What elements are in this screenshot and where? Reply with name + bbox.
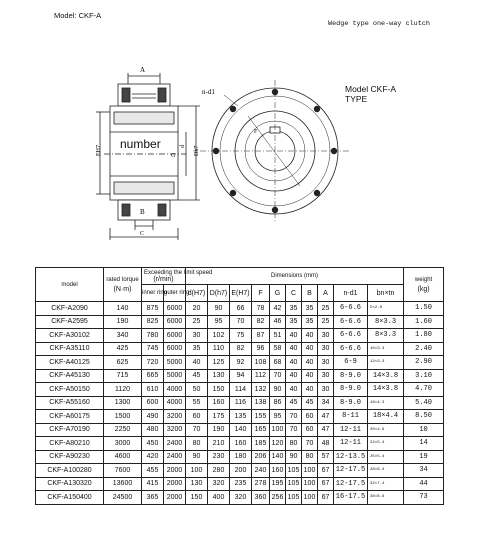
cell-inner: 780 [142, 329, 164, 343]
cell-C: 40 [286, 369, 302, 383]
cell-weight: 34 [404, 464, 444, 478]
speed-unit: (r/min) [153, 275, 174, 283]
cell-bt: 8×3.3 [368, 329, 404, 343]
cell-d: 55 [186, 396, 208, 410]
cell-D: 150 [208, 383, 230, 397]
cell-weight: 73 [404, 491, 444, 505]
dim-col-D: D(h7) [208, 285, 230, 302]
cell-D: 160 [208, 396, 230, 410]
cell-inner: 365 [142, 491, 164, 505]
cell-D: 400 [208, 491, 230, 505]
torque-label: rated torque [106, 276, 139, 283]
cell-outer: 2000 [164, 477, 186, 491]
cell-C: 105 [286, 464, 302, 478]
cell-d: 30 [186, 329, 208, 343]
cell-model: CKF-A30102 [36, 329, 104, 343]
table-row [36, 410, 444, 424]
cell-nd1: 12-17.5 [334, 464, 368, 478]
cell-d: 70 [186, 423, 208, 437]
cell-E: 75 [230, 329, 252, 343]
table-row [36, 315, 444, 329]
cell-outer: 2000 [164, 464, 186, 478]
cell-F: 360 [252, 491, 270, 505]
cell-F: 185 [252, 437, 270, 451]
cell-outer: 2000 [164, 491, 186, 505]
cell-F: 155 [252, 410, 270, 424]
cell-d: 50 [186, 383, 208, 397]
cell-E: 82 [230, 342, 252, 356]
speed-inner-ring: inner ring [142, 285, 164, 302]
cell-nd1: 12-11 [334, 423, 368, 437]
cell-weight: 2.40 [404, 342, 444, 356]
col-weight [404, 268, 444, 302]
table-row [36, 342, 444, 356]
model-label: Model: CKF-A [54, 11, 102, 20]
cell-F: 138 [252, 396, 270, 410]
cell-outer: 2400 [164, 450, 186, 464]
cell-G: 68 [270, 356, 286, 370]
cell-A: 30 [318, 383, 334, 397]
cell-outer: 3200 [164, 410, 186, 424]
cell-outer: 4000 [164, 383, 186, 397]
cell-outer: 6000 [164, 315, 186, 329]
cell-nd1: 12-13.5 [334, 450, 368, 464]
cell-G: 51 [270, 329, 286, 343]
cell-F: 78 [252, 302, 270, 316]
cell-torque: 1300 [104, 396, 142, 410]
cell-outer: 4000 [164, 396, 186, 410]
cell-torque: 190 [104, 315, 142, 329]
cell-nd1: 6-6.6 [334, 342, 368, 356]
dim-f-label: F [254, 129, 258, 135]
cell-torque: 1120 [104, 383, 142, 397]
cell-C: 80 [286, 437, 302, 451]
cell-G: 120 [270, 437, 286, 451]
cell-A: 67 [318, 464, 334, 478]
table-row [36, 383, 444, 397]
cell-outer: 3200 [164, 423, 186, 437]
dim-col-d: d(H7) [186, 285, 208, 302]
cell-F: 132 [252, 383, 270, 397]
cell-inner: 420 [142, 450, 164, 464]
cell-G: 70 [270, 369, 286, 383]
cell-A: 30 [318, 369, 334, 383]
dim-col-C: C [286, 285, 302, 302]
cell-B: 40 [302, 369, 318, 383]
cell-F: 87 [252, 329, 270, 343]
dim-g-label: G [171, 153, 176, 159]
clutch-technical-drawing [0, 36, 480, 236]
cell-inner: 450 [142, 437, 164, 451]
cell-nd1: 8-9.0 [334, 396, 368, 410]
table-row [36, 369, 444, 383]
cell-G: 46 [270, 315, 286, 329]
cell-F: 108 [252, 356, 270, 370]
cell-C: 45 [286, 396, 302, 410]
cell-G: 58 [270, 342, 286, 356]
cell-inner: 480 [142, 423, 164, 437]
cell-F: 240 [252, 464, 270, 478]
dim-col-G: G [270, 285, 286, 302]
cell-C: 40 [286, 329, 302, 343]
cell-A: 30 [318, 356, 334, 370]
cell-bt: 32×7.4 [368, 477, 404, 491]
dim-eh7-label: EH7 [96, 145, 102, 156]
cell-torque: 140 [104, 302, 142, 316]
cell-B: 40 [302, 383, 318, 397]
cell-B: 60 [302, 410, 318, 424]
document-title: Wedge type one-way clutch [328, 20, 430, 28]
cell-torque: 715 [104, 369, 142, 383]
cell-model: CKF-A45130 [36, 369, 104, 383]
cell-outer: 5000 [164, 356, 186, 370]
cell-B: 45 [302, 396, 318, 410]
cell-A: 25 [318, 315, 334, 329]
speed-label: Exceeding the limit speed [144, 269, 213, 276]
dim-col-A: A [318, 285, 334, 302]
cell-inner: 415 [142, 477, 164, 491]
table-row [36, 302, 444, 316]
cell-d: 80 [186, 437, 208, 451]
cell-E: 200 [230, 464, 252, 478]
cell-model: CKF-A60175 [36, 410, 104, 424]
cell-d: 100 [186, 464, 208, 478]
front-face-view [200, 80, 350, 222]
table-row [36, 464, 444, 478]
table-row [36, 356, 444, 370]
table-row [36, 477, 444, 491]
type-callout-type: TYPE [345, 94, 368, 104]
cell-G: 100 [270, 423, 286, 437]
cell-E: 114 [230, 383, 252, 397]
cell-weight: 14 [404, 437, 444, 451]
cell-d: 25 [186, 315, 208, 329]
cell-weight: 8.50 [404, 410, 444, 424]
cell-E: 92 [230, 356, 252, 370]
cell-inner: 610 [142, 383, 164, 397]
cell-torque: 4600 [104, 450, 142, 464]
cell-nd1: 8-9.0 [334, 383, 368, 397]
cell-A: 57 [318, 450, 334, 464]
cell-torque: 24500 [104, 491, 142, 505]
cell-D: 110 [208, 342, 230, 356]
cell-nd1: 12-11 [334, 437, 368, 451]
cell-outer: 5000 [164, 369, 186, 383]
cell-model: CKF-A80210 [36, 437, 104, 451]
cell-E: 70 [230, 315, 252, 329]
cell-torque: 7600 [104, 464, 142, 478]
cell-model: CKF-A90230 [36, 450, 104, 464]
dim-col-F: F [252, 285, 270, 302]
cell-D: 320 [208, 477, 230, 491]
cell-F: 96 [252, 342, 270, 356]
cell-torque: 3000 [104, 437, 142, 451]
cell-weight: 5.40 [404, 396, 444, 410]
cell-G: 95 [270, 410, 286, 424]
cell-bt: 18×4.4 [368, 410, 404, 424]
cell-D: 230 [208, 450, 230, 464]
cell-D: 102 [208, 329, 230, 343]
cell-bt: 28×6.4 [368, 464, 404, 478]
speed-outer-ring: outer ring [164, 285, 186, 302]
cell-B: 40 [302, 342, 318, 356]
cell-model: CKF-A100280 [36, 464, 104, 478]
cell-A: 48 [318, 437, 334, 451]
cell-bt: 14×3.8 [368, 369, 404, 383]
cell-bt: 20×4.9 [368, 423, 404, 437]
weight-unit: (kg) [417, 285, 430, 293]
cell-bt: 12×3.3 [368, 356, 404, 370]
cell-G: 256 [270, 491, 286, 505]
cell-G: 140 [270, 450, 286, 464]
dim-dh7-label: Dh7 [194, 145, 200, 156]
n-d1-label: n-d1 [202, 88, 215, 96]
cell-nd1: 6-6.6 [334, 329, 368, 343]
cell-E: 320 [230, 491, 252, 505]
cell-weight: 1.60 [404, 315, 444, 329]
cell-E: 135 [230, 410, 252, 424]
dim-col-bt: bn×tn [368, 285, 404, 302]
cell-F: 206 [252, 450, 270, 464]
cell-nd1: 12-17.5 [334, 477, 368, 491]
cell-torque: 340 [104, 329, 142, 343]
cell-d: 45 [186, 369, 208, 383]
cell-d: 130 [186, 477, 208, 491]
cell-inner: 720 [142, 356, 164, 370]
cell-outer: 6000 [164, 302, 186, 316]
cell-torque: 2250 [104, 423, 142, 437]
cell-inner: 665 [142, 369, 164, 383]
cell-torque: 625 [104, 356, 142, 370]
specification-table [35, 267, 444, 505]
cell-D: 210 [208, 437, 230, 451]
col-speed [142, 268, 213, 285]
cell-inner: 600 [142, 396, 164, 410]
cell-nd1: 6-6.6 [334, 302, 368, 316]
cell-model: CKF-A130320 [36, 477, 104, 491]
cell-d: 35 [186, 342, 208, 356]
cell-outer: 2400 [164, 437, 186, 451]
cell-d: 90 [186, 450, 208, 464]
cell-F: 112 [252, 369, 270, 383]
cell-bt: 8×3.3 [368, 315, 404, 329]
cell-nd1: 16-17.5 [334, 491, 368, 505]
type-callout-model: Model CKF-A [345, 84, 397, 94]
cell-B: 100 [302, 464, 318, 478]
cell-model: CKF-A35110 [36, 342, 104, 356]
cell-weight: 1.50 [404, 302, 444, 316]
cell-A: 34 [318, 396, 334, 410]
table-row [36, 329, 444, 343]
cell-C: 90 [286, 450, 302, 464]
cell-bt: 25×5.4 [368, 450, 404, 464]
cell-nd1: 6-9 [334, 356, 368, 370]
cell-D: 280 [208, 464, 230, 478]
cell-inner: 490 [142, 410, 164, 424]
cell-G: 160 [270, 464, 286, 478]
cell-E: 66 [230, 302, 252, 316]
cell-B: 100 [302, 477, 318, 491]
cell-d: 150 [186, 491, 208, 505]
col-model: model [36, 268, 104, 302]
cell-model: CKF-A50150 [36, 383, 104, 397]
cell-D: 90 [208, 302, 230, 316]
cell-weight: 3.10 [404, 369, 444, 383]
cell-model: CKF-A150400 [36, 491, 104, 505]
cell-C: 105 [286, 491, 302, 505]
cell-F: 82 [252, 315, 270, 329]
cell-nd1: 8-11 [334, 410, 368, 424]
overlay-number-label: number [120, 137, 161, 151]
cell-B: 40 [302, 329, 318, 343]
cell-E: 180 [230, 450, 252, 464]
col-torque [104, 268, 142, 302]
cell-model: CKF-A2595 [36, 315, 104, 329]
cell-weight: 19 [404, 450, 444, 464]
cell-C: 35 [286, 302, 302, 316]
dim-col-E: E(H7) [230, 285, 252, 302]
cell-F: 278 [252, 477, 270, 491]
dim-b-label: B [140, 208, 145, 216]
cell-G: 86 [270, 396, 286, 410]
cell-G: 195 [270, 477, 286, 491]
cell-E: 160 [230, 437, 252, 451]
cell-D: 130 [208, 369, 230, 383]
cell-model: CKF-A2090 [36, 302, 104, 316]
cell-A: 30 [318, 329, 334, 343]
dim-col-nd1: n-d1 [334, 285, 368, 302]
dim-d-label: d [180, 145, 186, 148]
cell-C: 70 [286, 410, 302, 424]
cell-weight: 4.70 [404, 383, 444, 397]
cell-nd1: 6-6.6 [334, 315, 368, 329]
cell-C: 70 [286, 423, 302, 437]
cell-D: 175 [208, 410, 230, 424]
cell-F: 165 [252, 423, 270, 437]
cell-C: 35 [286, 315, 302, 329]
dim-c-label: C [140, 231, 145, 237]
cell-E: 94 [230, 369, 252, 383]
weight-label: weight [414, 276, 433, 283]
cell-bt: 10×3.3 [368, 342, 404, 356]
cell-D: 125 [208, 356, 230, 370]
cell-d: 40 [186, 356, 208, 370]
cell-inner: 825 [142, 315, 164, 329]
cell-B: 80 [302, 450, 318, 464]
cell-bt: 5×2.8 [368, 302, 404, 316]
cell-C: 40 [286, 356, 302, 370]
cell-A: 47 [318, 410, 334, 424]
cell-weight: 10 [404, 423, 444, 437]
cell-C: 40 [286, 383, 302, 397]
cell-weight: 1.80 [404, 329, 444, 343]
cell-nd1: 8-9.0 [334, 369, 368, 383]
cell-B: 100 [302, 491, 318, 505]
cell-G: 42 [270, 302, 286, 316]
cell-outer: 6000 [164, 342, 186, 356]
cell-inner: 745 [142, 342, 164, 356]
cell-E: 116 [230, 396, 252, 410]
torque-unit: (N·m) [113, 285, 132, 293]
table-row [36, 450, 444, 464]
cell-D: 190 [208, 423, 230, 437]
cell-A: 67 [318, 477, 334, 491]
cell-bt: 22×5.4 [368, 437, 404, 451]
side-section-view [96, 73, 200, 240]
cell-weight: 2.90 [404, 356, 444, 370]
cell-E: 235 [230, 477, 252, 491]
cell-A: 47 [318, 423, 334, 437]
cell-model: CKF-A40125 [36, 356, 104, 370]
table-row [36, 396, 444, 410]
cell-d: 60 [186, 410, 208, 424]
cell-torque: 425 [104, 342, 142, 356]
cell-torque: 1500 [104, 410, 142, 424]
cell-A: 30 [318, 342, 334, 356]
cell-torque: 13600 [104, 477, 142, 491]
dim-a-label: A [140, 66, 146, 74]
cell-inner: 455 [142, 464, 164, 478]
cell-A: 67 [318, 491, 334, 505]
cell-G: 90 [270, 383, 286, 397]
cell-weight: 44 [404, 477, 444, 491]
cell-model: CKF-A70190 [36, 423, 104, 437]
cell-d: 20 [186, 302, 208, 316]
cell-D: 95 [208, 315, 230, 329]
cell-C: 40 [286, 342, 302, 356]
cell-inner: 875 [142, 302, 164, 316]
dim-col-B: B [302, 285, 318, 302]
cell-B: 60 [302, 423, 318, 437]
type-callout [345, 84, 396, 104]
cell-B: 35 [302, 302, 318, 316]
cell-E: 140 [230, 423, 252, 437]
cell-C: 105 [286, 477, 302, 491]
table-row [36, 423, 444, 437]
table-row [36, 437, 444, 451]
cell-outer: 6000 [164, 329, 186, 343]
col-dimensions: Dimensions (mm) [186, 268, 404, 285]
cell-A: 25 [318, 302, 334, 316]
cell-B: 40 [302, 356, 318, 370]
table-row [36, 491, 444, 505]
cell-bt: 14×3.8 [368, 383, 404, 397]
cell-bt: 16×4.3 [368, 396, 404, 410]
cell-bt: 36×8.6 [368, 491, 404, 505]
cell-B: 70 [302, 437, 318, 451]
cell-model: CKF-A55160 [36, 396, 104, 410]
cell-B: 35 [302, 315, 318, 329]
